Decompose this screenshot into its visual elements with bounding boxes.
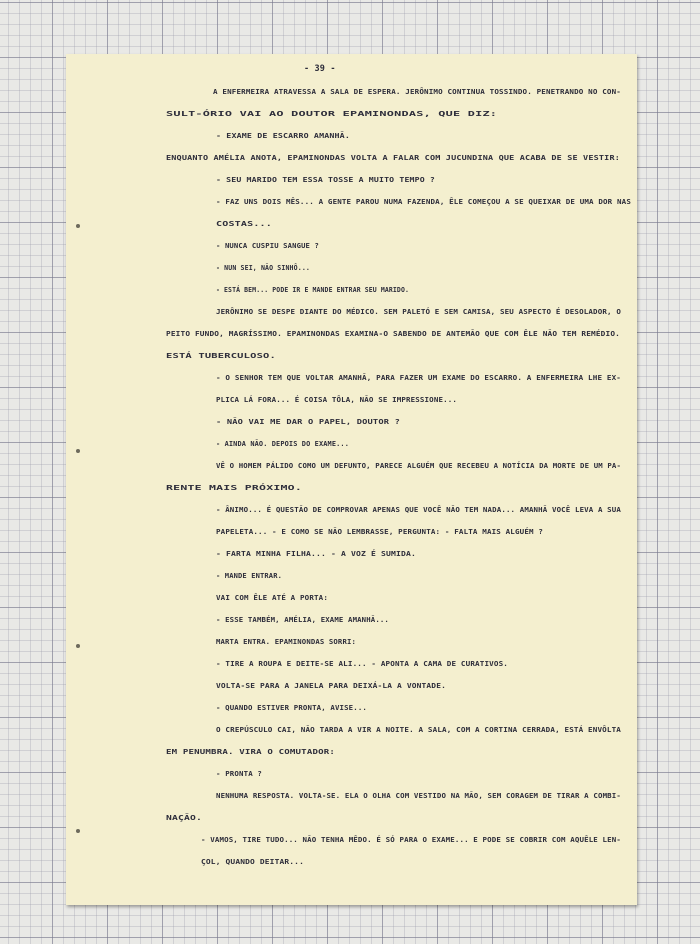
text-line: PAPELETA... - E COMO SE NÃO LEMBRASSE, PERGUNTA: - FALTA MAIS ALGUÉM ?	[216, 527, 543, 536]
text-line: COSTAS...	[216, 219, 272, 228]
text-line: RENTE MAIS PRÓXIMO.	[166, 483, 302, 492]
text-line: ESTÁ TUBERCULOSO.	[166, 351, 276, 360]
text-line: VÊ O HOMEM PÁLIDO COMO UM DEFUNTO, PARECE ALGUÉM QUE RECEBEU A NOTÍCIA DA MORTE DE UM PA-	[216, 461, 621, 470]
text-line: O CREPÚSCULO CAI, NÃO TARDA A VIR A NOITE. A SALA, COM A CORTINA CERRADA, ESTÁ ENVÔLTA	[216, 725, 621, 734]
text-line: NAÇÃO.	[166, 813, 202, 822]
text-line: - PRONTA ?	[216, 769, 262, 778]
text-line: MARTA ENTRA. EPAMINONDAS SORRI:	[216, 637, 356, 646]
text-line: - QUANDO ESTIVER PRONTA, AVISE...	[216, 703, 367, 712]
text-line: ÇOL, QUANDO DEITAR...	[201, 857, 304, 866]
text-line: VAI COM ÊLE ATÉ A PORTA:	[216, 593, 328, 602]
punch-hole	[76, 829, 80, 833]
text-line: A ENFERMEIRA ATRAVESSA A SALA DE ESPERA. JERÔNIMO CONTINUA TOSSINDO. PENETRANDO NO CON-	[213, 87, 621, 96]
text-line: JERÔNIMO SE DESPE DIANTE DO MÉDICO. SEM PALETÓ E SEM CAMISA, SEU ASPECTO É DESOLADOR, O	[216, 307, 621, 316]
text-line: - FARTA MINHA FILHA... - A VOZ É SUMIDA.	[216, 549, 416, 558]
punch-hole	[76, 224, 80, 228]
text-line: - NUN SEI, NÃO SINHÔ...	[216, 263, 310, 272]
text-line: - ESTÁ BEM... PODE IR E MANDE ENTRAR SEU MARIDO.	[216, 285, 409, 294]
text-line: - FAZ UNS DOIS MÊS... A GENTE PAROU NUMA FAZENDA, ÊLE COMEÇOU A SE QUEIXAR DE UMA DOR NAS	[216, 197, 631, 206]
text-line: VOLTA-SE PARA A JANELA PARA DEIXÁ-LA A VONTADE.	[216, 681, 446, 690]
text-line: - TIRE A ROUPA E DEITE-SE ALI... - APONTA A CAMA DE CURATIVOS.	[216, 659, 508, 668]
punch-hole	[76, 449, 80, 453]
text-line: EM PENUMBRA. VIRA O COMUTADOR:	[166, 747, 335, 756]
text-line: - ESSE TAMBÉM, AMÉLIA, EXAME AMANHÃ...	[216, 615, 389, 624]
text-line: - MANDE ENTRAR.	[216, 571, 282, 580]
page-number: - 39 -	[304, 64, 336, 74]
text-line: NENHUMA RESPOSTA. VOLTA-SE. ELA O OLHA COM VESTIDO NA MÃO, SEM CORAGEM DE TIRAR A COMBI-	[216, 791, 621, 800]
text-line: - SEU MARIDO TEM ESSA TOSSE A MUITO TEMPO ?	[216, 175, 435, 184]
text-line: - EXAME DE ESCARRO AMANHÃ.	[216, 131, 350, 140]
text-line: - NÃO VAI ME DAR O PAPEL, DOUTOR ?	[216, 417, 400, 426]
typewritten-page	[66, 54, 637, 905]
text-line: ENQUANTO AMÉLIA ANOTA, EPAMINONDAS VOLTA A FALAR COM JUCUNDINA QUE ACABA DE SE VESTIR:	[166, 153, 620, 162]
punch-hole	[76, 644, 80, 648]
text-line: - O SENHOR TEM QUE VOLTAR AMANHÃ, PARA FAZER UM EXAME DO ESCARRO. A ENFERMEIRA LHE EX-	[216, 373, 621, 382]
text-line: - VAMOS, TIRE TUDO... NÃO TENHA MÊDO. É SÓ PARA O EXAME... E PODE SE COBRIR COM AQUÊLE LEN-	[201, 835, 621, 844]
text-line: PLICA LÁ FORA... É COISA TÔLA, NÃO SE IMPRESSIONE...	[216, 395, 457, 404]
text-line: SULT-ÓRIO VAI AO DOUTOR EPAMINONDAS, QUE DIZ:	[166, 109, 498, 118]
text-line: - NUNCA CUSPIU SANGUE ?	[216, 241, 319, 250]
text-line: - ÂNIMO... É QUESTÃO DE COMPROVAR APENAS QUE VOCÊ NÃO TEM NADA... AMANHÃ VOCÊ LEVA A SUA	[216, 505, 621, 514]
text-line: - AINDA NÃO. DEPOIS DO EXAME...	[216, 439, 349, 448]
text-line: PEITO FUNDO, MAGRÍSSIMO. EPAMINONDAS EXAMINA-O SABENDO DE ANTEMÃO QUE COM ÊLE NÃO TEM REMÉDIO.	[166, 329, 620, 338]
